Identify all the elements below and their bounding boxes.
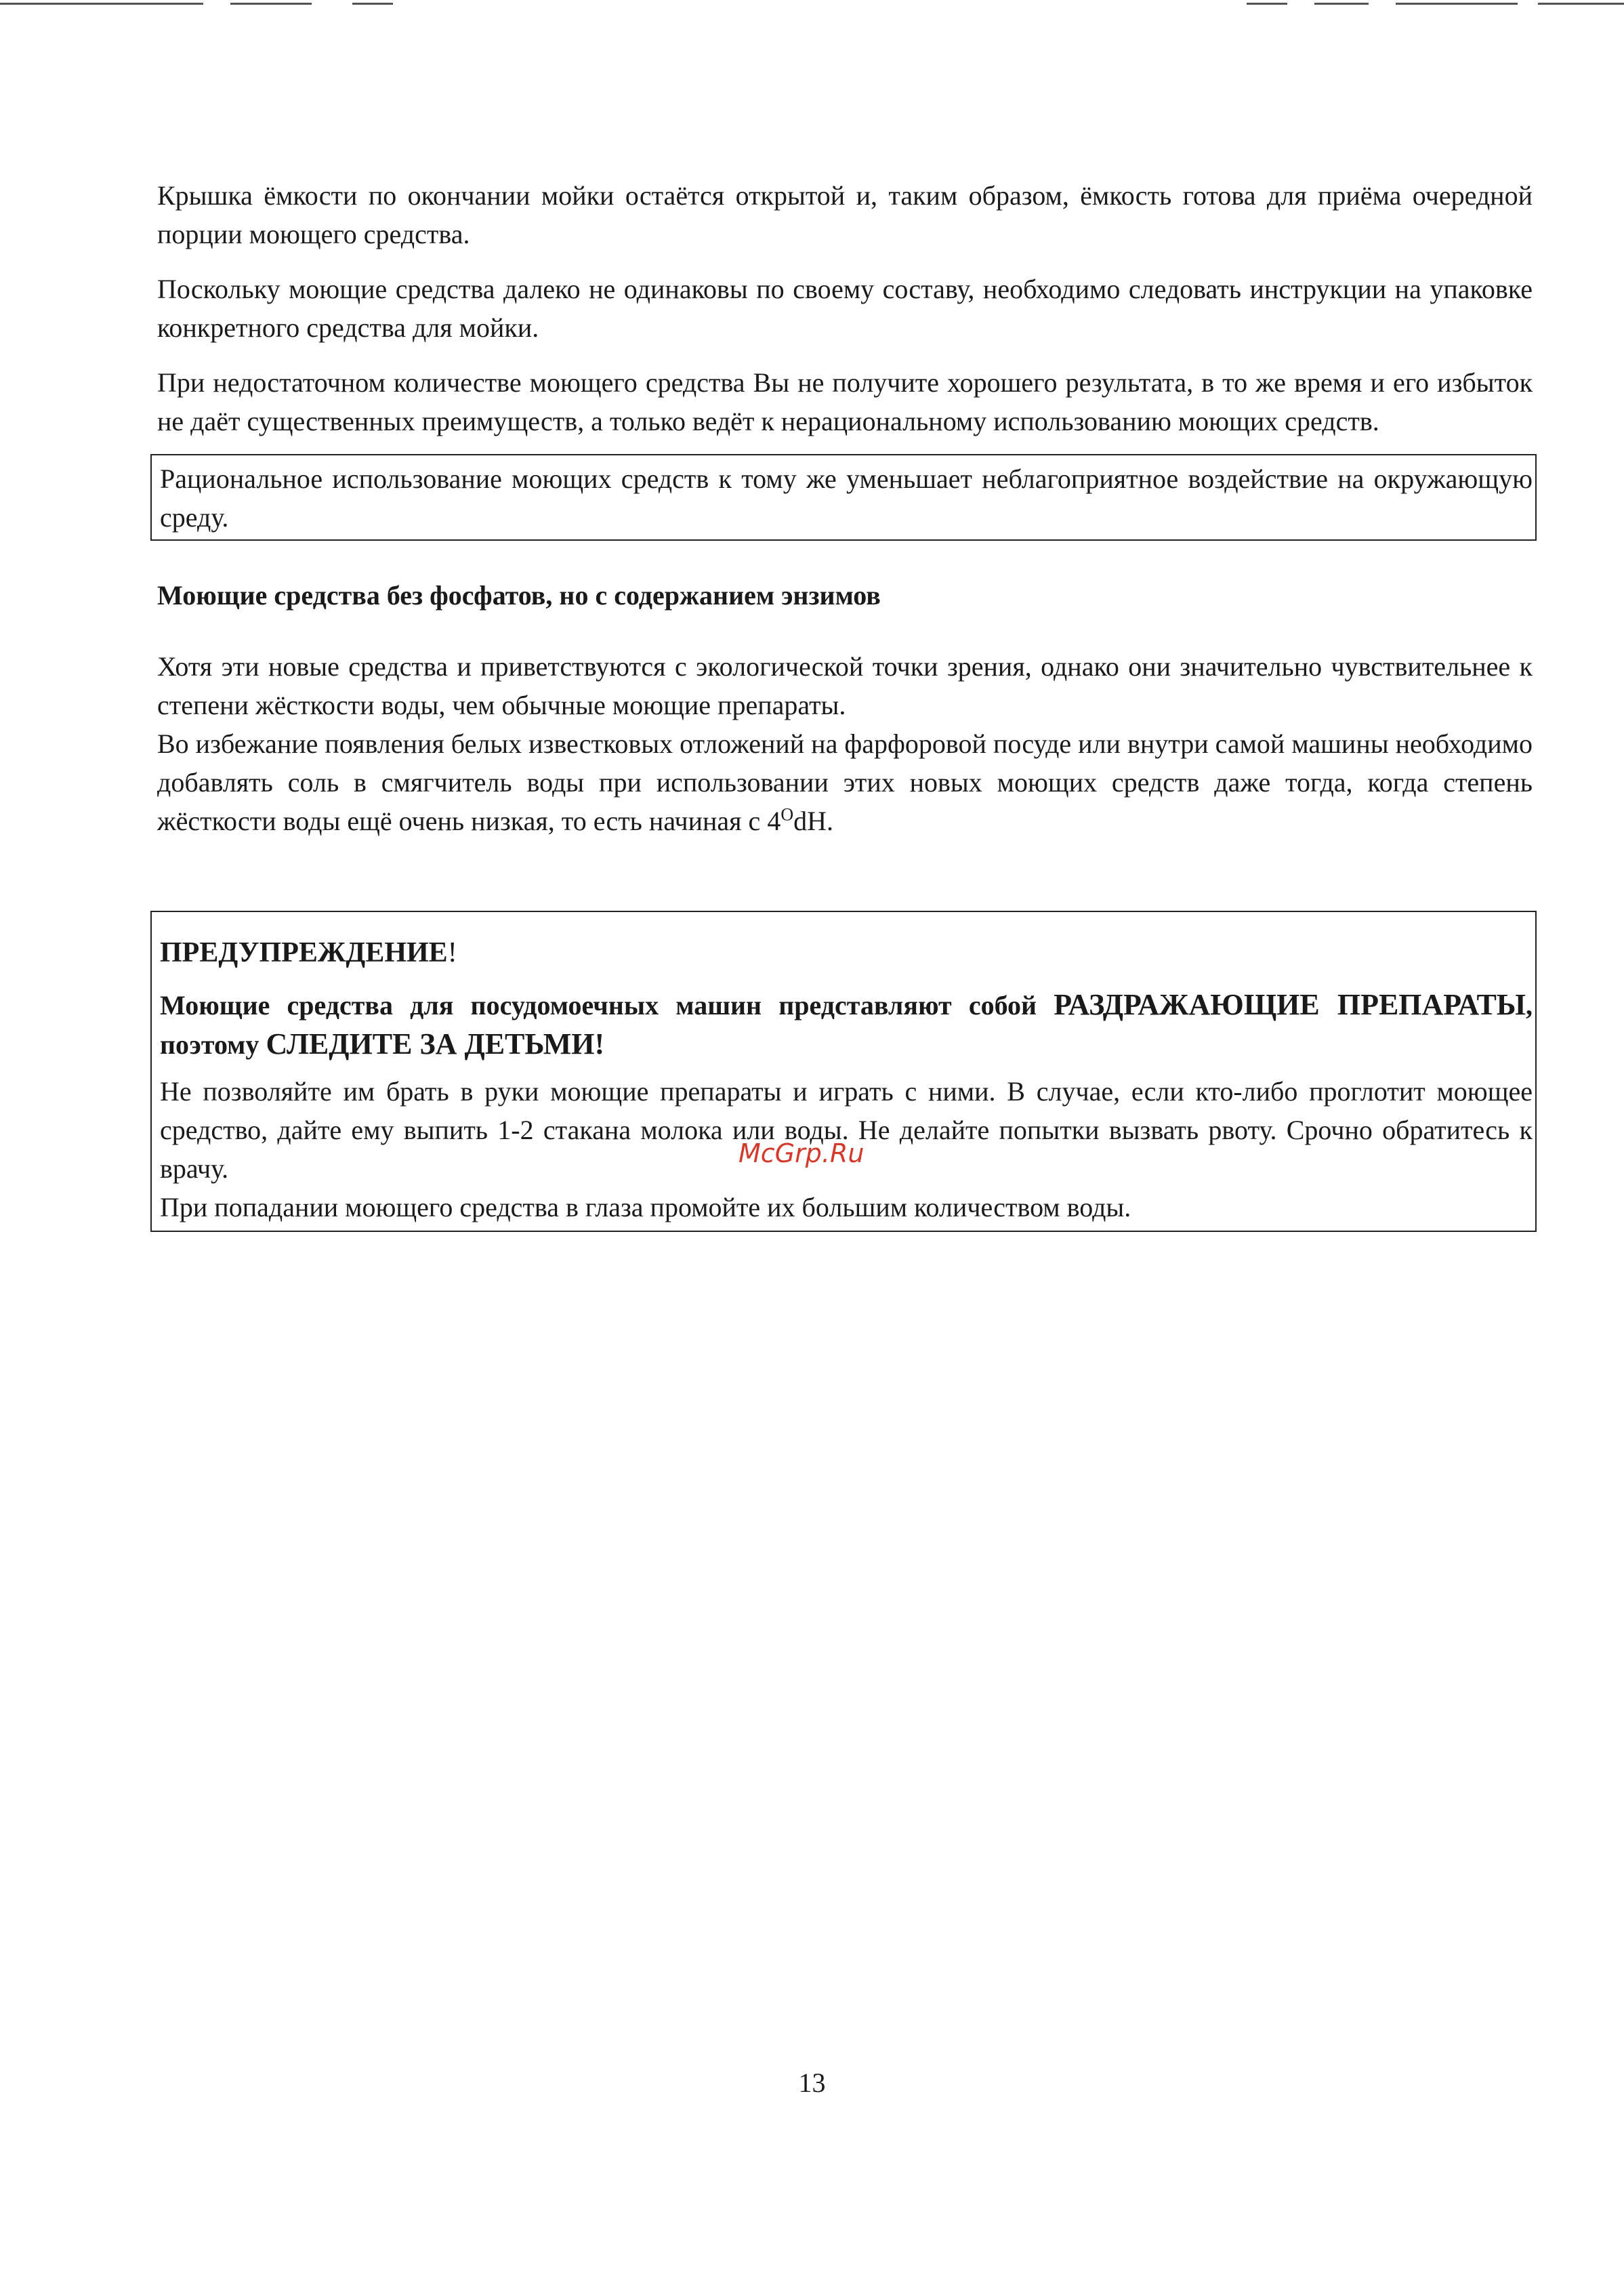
scan-artifact [1396,3,1518,5]
paragraph-enzymes: Хотя эти новые средства и приветствуются с экологической точки зрения, однако они значительно чувствительнее к степени жёсткости воды, чем обычные моющие препараты. [157,651,1533,720]
section-heading: Моющие средства без фосфатов, но с содержанием энзимов [157,580,881,611]
warning-irritant-caps: РАЗДРАЖАЮЩИЕ ПРЕПАРАТЫ [1054,988,1526,1021]
scan-artifact [230,3,312,5]
page-content [157,176,1533,1232]
page-number: 13 [798,2067,826,2098]
warning-title-excl: ! [447,937,457,968]
scan-artifact [1314,3,1369,5]
paragraph-salt-unit: dH. [793,806,833,836]
paragraph-salt [157,724,1533,840]
eco-note-box [150,454,1537,541]
warning-irritant-part2: , поэтому [160,990,1533,1060]
warning-irritant-part1: Моющие средства для посудомоечных машин представляют собой [160,990,1054,1021]
degree-superscript: O [780,804,794,825]
warning-instructions: Не позволяйте им брать в руки моющие препараты и играть с ними. В случае, если кто-либо проглотит моющее средство, дайте ему выпить 1-2 стакана молока или воды. Не делайте попытки вызвать рвоту. Срочно обратитесь к врачу. [160,1076,1533,1184]
warning-eyes: При попадании моющего средства в глаза промойте их большим количеством воды. [160,1192,1131,1222]
eco-note-text: Рациональное использование моющих средств к тому же уменьшает неблагоприятное воздействие на окружающую среду. [160,464,1533,533]
warning-title-text: ПРЕДУПРЕЖДЕНИЕ [160,937,448,968]
warning-irritant-text [160,985,1533,1064]
scan-artifact [352,3,393,5]
warning-box [150,911,1537,1232]
paragraph-salt-text: Во избежание появления белых известковых отложений на фарфоровой посуде или внутри самой машины необходимо добавлять соль в смягчитель воды при использовании этих новых моющих средств даже тогда, когда степень жёсткости воды ещё очень низкая, то есть начиная с 4 [157,728,1533,836]
paragraph-composition: Поскольку моющие средства далеко не одинаковы по своему составу, необходимо следовать инструкции на упаковке конкретного средства для мойки. [157,274,1533,343]
scan-artifact [1538,3,1624,5]
paragraph-quantity: При недостаточном количестве моющего средства Вы не получите хорошего результата, в то же время и его избыток не даёт существенных преимуществ, а только ведёт к нерациональному использованию моющих средств. [157,367,1533,436]
scan-artifact [0,3,203,5]
warning-title [160,932,1533,973]
warning-children-caps: СЛЕДИТЕ ЗА ДЕТЬМИ! [266,1027,605,1061]
paragraph-lid: Крышка ёмкости по окончании мойки остаётся открытой и, таким образом, ёмкость готова для приёма очередной порции моющего средства. [157,180,1533,249]
scan-artifact [1247,3,1287,5]
watermark: McGrp.Ru [738,1138,865,1168]
